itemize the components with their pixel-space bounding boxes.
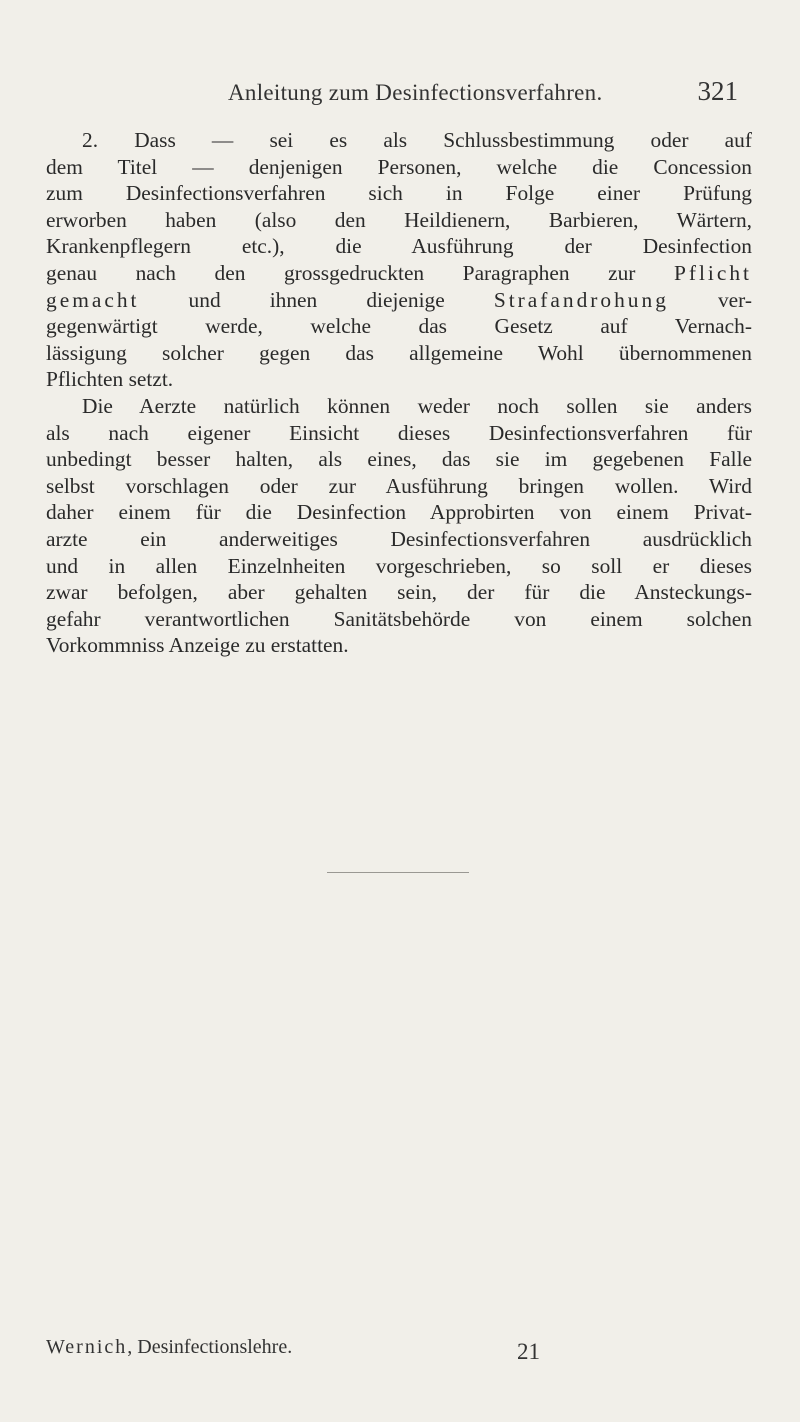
text-line: gefahr verantwortlichen Sanitätsbehörde von einem solchen bbox=[46, 606, 752, 631]
text-line: dem Titel — denjenigen Personen, welche die Concession bbox=[46, 154, 752, 179]
text-line: zwar befolgen, aber gehalten sein, der für die Ansteckungs- bbox=[46, 580, 752, 605]
signature-mark: 21 bbox=[517, 1339, 540, 1364]
footer-author: Wernich bbox=[46, 1336, 128, 1358]
text-line: als nach eigener Einsicht dieses Desinfectionsverfahren für bbox=[46, 420, 752, 445]
text-line: erworben haben (also den Heildienern, Barbieren, Wärtern, bbox=[46, 207, 752, 232]
text-line bbox=[46, 260, 752, 287]
text-line: Die Aerzte natürlich können weder noch sollen sie anders bbox=[82, 393, 752, 418]
emphasis-gemacht: gemacht bbox=[46, 287, 140, 312]
section-divider bbox=[327, 872, 469, 873]
footer-work: , Desinfectionslehre. bbox=[127, 1336, 293, 1358]
text-line: Pflichten setzt. bbox=[46, 367, 174, 392]
text-line: arzte ein anderweitiges Desinfectionsverfahren ausdrücklich bbox=[46, 526, 752, 551]
text-fragment: und ihnen diejenige bbox=[139, 287, 494, 312]
text-line: gegenwärtigt werde, welche das Gesetz auf Vernach- bbox=[46, 314, 752, 339]
text-line: zum Desinfectionsverfahren sich in Folge einer Prüfung bbox=[46, 181, 752, 206]
emphasis-strafandrohung: Strafandrohung bbox=[493, 287, 669, 312]
text-line bbox=[46, 287, 752, 314]
text-line: Vorkommniss Anzeige zu erstatten. bbox=[46, 633, 349, 658]
text-fragment: genau nach den grossgedruckten Paragraphen zur bbox=[46, 260, 674, 285]
text-line: lässigung solcher gegen das allgemeine Wohl übernommenen bbox=[46, 340, 752, 365]
text-line: und in allen Einzelnheiten vorgeschrieben, so soll er dieses bbox=[46, 553, 752, 578]
text-line: Krankenpflegern etc.), die Ausführung der Desinfection bbox=[46, 234, 752, 259]
text-line: unbedingt besser halten, als eines, das sie im gegebenen Falle bbox=[46, 447, 752, 472]
emphasis-pflicht: Pflicht bbox=[673, 260, 752, 285]
body-text bbox=[46, 127, 752, 659]
text-fragment: ver- bbox=[668, 287, 752, 312]
running-head: Anleitung zum Desinfectionsverfahren. bbox=[228, 80, 603, 105]
text-line: selbst vorschlagen oder zur Ausführung bringen wollen. Wird bbox=[46, 473, 752, 498]
text-line: 2. Dass — sei es als Schlussbestimmung oder auf bbox=[82, 128, 752, 152]
page-number: 321 bbox=[697, 76, 738, 106]
text-line: daher einem für die Desinfection Approbirten von einem Privat- bbox=[46, 500, 752, 525]
footer-imprint bbox=[46, 1336, 292, 1359]
